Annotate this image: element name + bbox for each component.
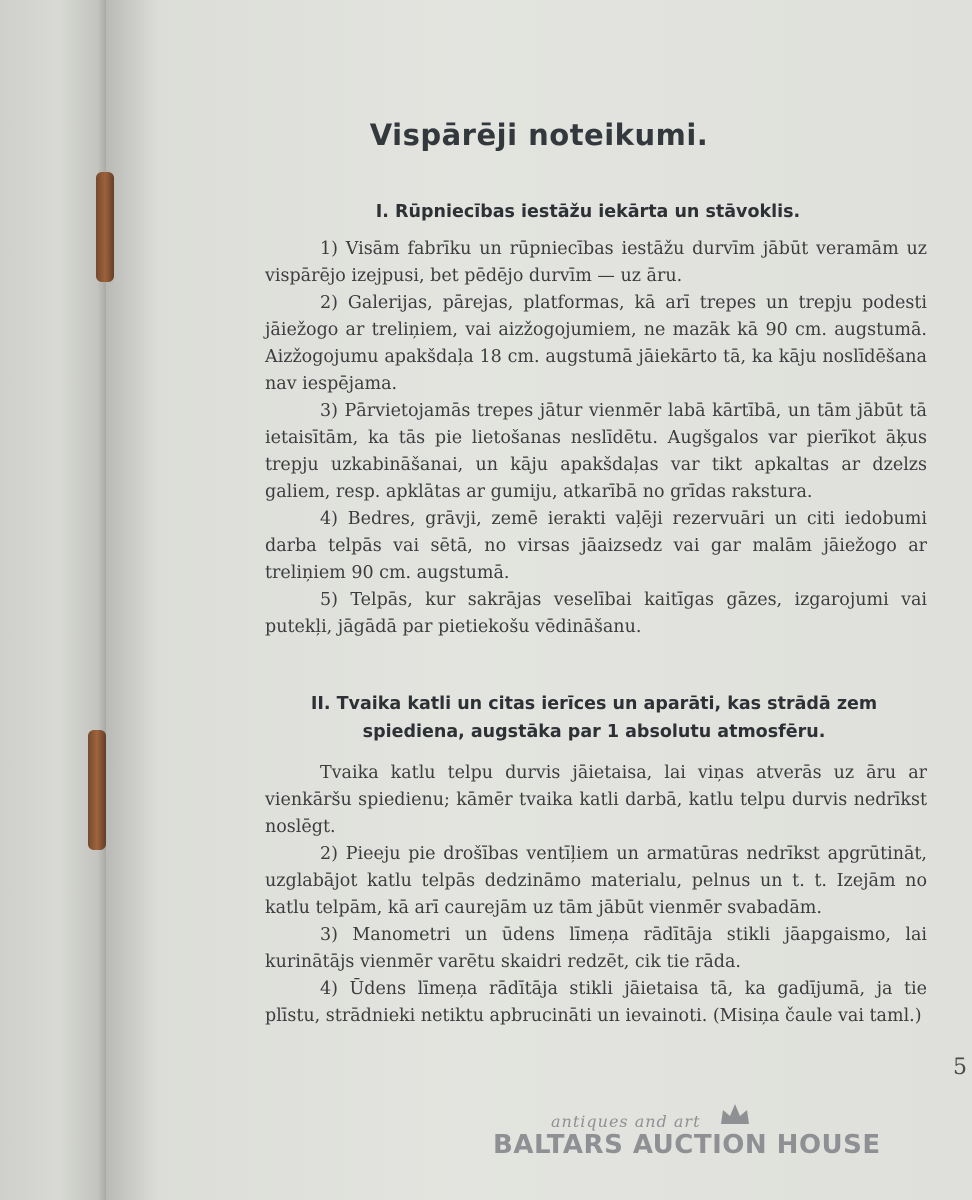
section-heading: II. Tvaika katli un citas ierīces un aparāti, kas strādā zem spiediena, augstāka par 1 absolutu atmosfēru. (310, 694, 878, 742)
section-body (265, 760, 927, 1030)
page-title: Vispārēji noteikumi. (369, 118, 709, 152)
paragraph: 3) Manometri un ūdens līmeņa rādītāja stikli jāapgaismo, lai kurinātājs vienmēr varētu skaidri redzēt, cik tie rāda. (265, 925, 927, 972)
section-heading: I. Rūpniecības iestāžu iekārta un stāvoklis. (375, 202, 801, 222)
paragraph: 3) Pārvietojamās trepes jātur vienmēr labā kārtībā, un tām jābūt tā ietaisītām, ka tās pie lietošanas neslīdētu. Augšgalos var pierīkot āķus trepju uzkabināšanai, un kāju apakšdaļas var tikt apkaltas ar dzelzs galiem, resp. apklātas ar gumiju, atkarībā no grīdas rakstura. (265, 401, 927, 502)
paragraph: 4) Bedres, grāvji, zemē ierakti vaļēji rezervuāri un citi iedobumi darba telpās vai sētā, no virsas jāaizsedz vai gar malām jāiežogo ar treliņiem 90 cm. augstumā. (265, 509, 927, 583)
paragraph: 2) Pieeju pie drošības ventīļiem un armatūras nedrīkst apgrūtināt, uzglabājot katlu telpās dedzināmo materialu, pelnus un t. t. Izejām no katlu telpām, kā arī caurejām uz tām jābūt vienmēr svabadām. (265, 844, 927, 918)
paragraph: 4) Ūdens līmeņa rādītāja stikli jāietaisa tā, ka gadījumā, ja tie plīstu, strādnieki netiktu apbrucināti un ievainoti. (Misiņa čaule vai taml.) (265, 979, 927, 1026)
paragraph: 1) Visām fabrīku un rūpniecības iestāžu durvīm jābūt veramām uz vispārējo izejpusi, bet pēdējo durvīm — uz āru. (265, 239, 927, 286)
watermark-name: BALTARS AUCTION HOUSE (493, 1130, 881, 1160)
crown-icon (719, 1102, 751, 1132)
paragraph: Tvaika katlu telpu durvis jāietaisa, lai viņas atverās uz āru ar vienkāršu spiedienu; kāmēr tvaika katli darbā, katlu telpu durvis nedrīkst noslēgt. (265, 763, 927, 837)
page-number: 5 (953, 1055, 967, 1080)
section-body (265, 236, 927, 641)
paragraph: 5) Telpās, kur sakrājas veselībai kaitīgas gāzes, izgarojumi vai putekļi, jāgādā par pietiekošu vēdināšanu. (265, 590, 927, 637)
left-page-edge (0, 0, 106, 1200)
watermark (493, 1112, 893, 1172)
paragraph: 2) Galerijas, pārejas, platformas, kā arī trepes un trepju podesti jāiežogo ar treliņiem, vai aizžogojumiem, ne mazāk kā 90 cm. augstumā. Aizžogojumu apakšdaļa 18 cm. augstumā jāiekārto tā, ka kāju noslīdēšana nav iespējama. (265, 293, 927, 394)
staple-rust-mark (88, 730, 106, 850)
watermark-tagline: antiques and art (551, 1112, 701, 1131)
staple-rust-mark (96, 172, 114, 282)
